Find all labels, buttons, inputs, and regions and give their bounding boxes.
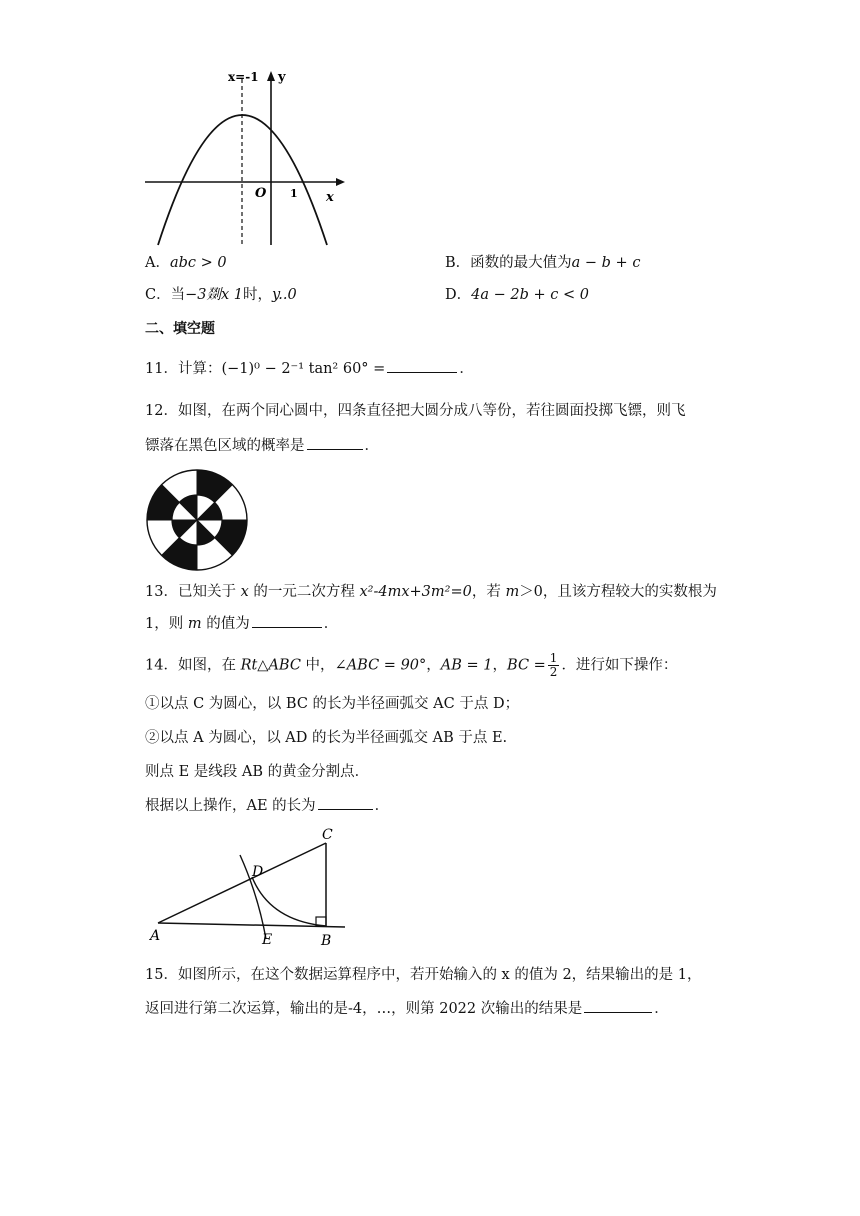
axis-line-label: x=-1 [228,70,259,84]
x-label: x [326,190,334,205]
q15-answer-blank [584,1011,652,1013]
q13-answer-blank [252,626,322,628]
question-11 [145,359,474,379]
q12-post: ． [364,438,379,454]
option-c [145,285,297,305]
q12-answer-blank [307,448,363,450]
q14-number: 14． [145,657,178,674]
q13-text: 的一元二次方程 [248,584,360,600]
q14-text: 根据以上操作，AE 的长为 [145,798,316,814]
question-14-line1 [145,652,677,679]
label-a: A [150,928,161,944]
q13-var-m: m [505,584,520,600]
option-d [445,285,589,305]
q14-angle: ∠ABC = 90° [334,657,427,674]
parabola-graph [140,65,355,250]
question-13-line1 [145,582,717,602]
q13-equation: x²-4mx+3m²=0 [359,584,472,600]
arc-from-c [252,877,326,926]
question-14-line4: 则点 E 是线段 AB 的黄金分割点． [145,764,370,780]
q11-answer-blank [387,371,457,373]
option-d-text: 4a − 2b + c < 0 [471,287,589,303]
option-b-letter: B． [445,255,471,271]
dart-target-figure [145,468,249,572]
q13-var-m: m [187,616,202,632]
q13-post: ． [323,616,339,632]
segment-ac [158,843,326,923]
q13-var-x: x [240,584,249,600]
q12-text-2: 镖落在黑色区域的概率是 [145,438,305,454]
option-a [145,253,227,273]
option-c-mid: 时， [243,287,272,303]
q14-ab: AB = 1 [440,657,493,674]
question-13-line2 [145,614,338,634]
y-label: y [278,70,286,85]
q14-text: ， [492,657,508,674]
option-b-text: 函数的最大值为 [470,255,572,271]
q13-text: 1，则 [145,616,188,632]
q13-text: 已知关于 [177,584,241,600]
option-c-letter: C． [145,287,171,303]
question-12-line1 [145,401,685,421]
origin-label: O [255,186,267,201]
option-b-expr: a − b + c [571,255,641,271]
option-a-text: abc > 0 [169,255,227,271]
q11-expression: (−1)⁰ − 2⁻¹ tan² 60° = [221,361,386,377]
label-d: D [252,864,264,880]
question-14-step2: ②以点 A 为圆心，以 AD 的长为半径画弧交 AB 于点 E. [145,730,508,746]
q11-number: 11． [145,361,178,377]
q14-fraction [548,652,560,679]
option-c-text: 当 [170,287,186,303]
q13-text: 的值为 [201,616,250,632]
q14-text: ， [426,657,441,674]
q14-text: 中， [300,657,335,674]
q14-post: ． [374,798,390,814]
question-15-line2 [145,999,669,1019]
x-axis-arrow [336,178,345,186]
question-14-step1: ①以点 C 为圆心，以 BC 的长为半径画弧交 AC 于点 D； [145,696,520,712]
q11-post: ． [459,361,474,377]
option-c-expr: −3剟x 1 [185,287,243,303]
triangle-figure [140,825,370,955]
q12-text-1: 如图，在两个同心圆中，四条直径把大圆分成八等份，若往圆面投掷飞镖，则飞 [177,403,686,419]
option-c-expr2: y..0 [272,287,297,303]
q14-text: ．进行如下操作： [561,657,678,674]
option-a-letter: A． [145,255,170,271]
q14-text: 如图，在 [177,657,241,674]
label-b: B [321,933,332,949]
q15-text-2: 返回进行第二次运算，输出的是-4，…，则第 2022 次输出的结果是 [145,1001,583,1017]
label-c: C [322,827,333,843]
q14-triangle: Rt△ABC [240,657,301,674]
q13-text: ＞0，且该方程较大的实数根为 [519,584,717,600]
y-axis-arrow [267,71,275,81]
question-14-line5 [145,796,389,816]
fraction-numerator: 1 [549,651,558,665]
tick-label-1: 1 [290,187,298,200]
q15-number: 15． [145,967,178,983]
section-heading: 二、填空题 [145,321,215,337]
q15-text-1: 如图所示，在这个数据运算程序中，若开始输入的 x 的值为 2，结果输出的是 1， [177,967,702,983]
q13-text: ，若 [471,584,506,600]
q15-post: ． [654,1001,669,1017]
q12-number: 12． [145,403,178,419]
option-d-letter: D． [445,287,472,303]
label-e: E [262,932,273,948]
option-b [445,253,640,273]
question-12-line2 [145,436,379,456]
q14-bc: BC = [507,657,546,674]
question-15-line1 [145,965,702,985]
q13-number: 13． [145,584,178,600]
q11-prefix: 计算： [177,361,222,377]
fraction-denominator: 2 [549,665,558,679]
q14-answer-blank [318,808,373,810]
